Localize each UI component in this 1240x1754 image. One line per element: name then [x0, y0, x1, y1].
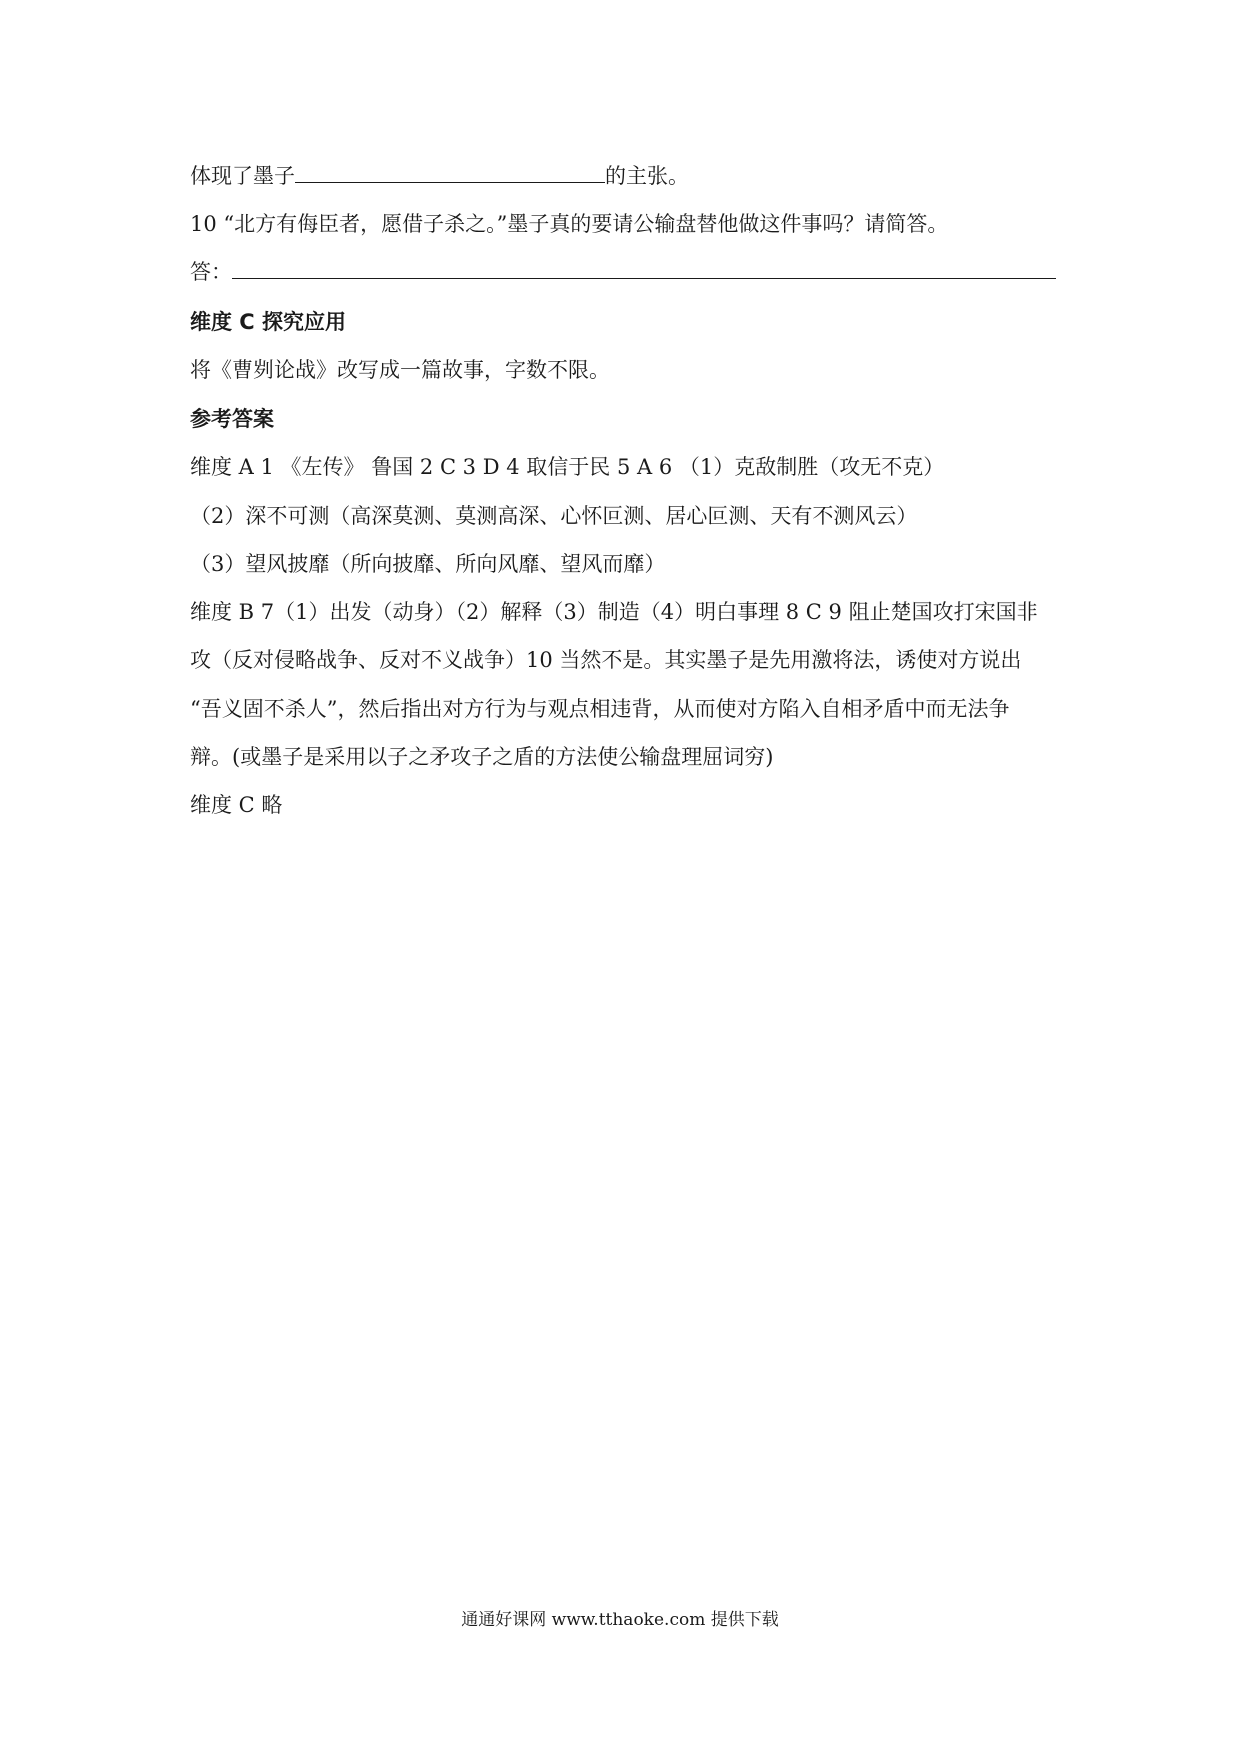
answer-line-6: “吾义固不杀人”，然后指出对方行为与观点相违背，从而使对方陷入自相矛盾中而无法争	[190, 697, 1010, 721]
page-footer: 通通好课网 www.tthaoke.com 提供下载	[461, 1610, 779, 1630]
q10-answer-label: 答：	[190, 260, 232, 284]
q10-question: 10 “北方有侮臣者，愿借子杀之。”墨子真的要请公输盘替他做这件事吗？请简答。	[190, 212, 949, 236]
answer-line-5: 攻（反对侵略战争、反对不义战争）10 当然不是。其实墨子是先用激将法，诱使对方说出	[190, 648, 1022, 672]
q9-prefix: 体现了墨子	[190, 164, 295, 188]
answers-heading: 参考答案	[190, 407, 274, 431]
answer-line-4: 维度 B 7（1）出发（动身）（2）解释（3）制造（4）明白事理 8 C 9 阻止楚国攻打宋国非	[190, 600, 1038, 624]
answer-line-7: 辩。(或墨子是采用以子之矛攻子之盾的方法使公输盘理屈词穷)	[190, 745, 774, 769]
answer-line-1: 维度 A 1 《左传》 鲁国 2 C 3 D 4 取信于民 5 A 6 （1）克敌制胜（攻无不克）	[190, 455, 945, 479]
q9-answer-blank[interactable]	[295, 162, 605, 183]
q9-line	[190, 162, 689, 190]
q10-answer-line	[190, 258, 1056, 286]
answer-line-2: （2）深不可测（高深莫测、莫测高深、心怀叵测、居心叵测、天有不测风云）	[190, 504, 918, 528]
section-c-heading: 维度 C 探究应用	[190, 310, 347, 334]
section-c-task: 将《曹刿论战》改写成一篇故事，字数不限。	[190, 358, 610, 382]
answer-line-3: （3）望风披靡（所向披靡、所向风靡、望风而靡）	[190, 552, 666, 576]
answer-line-8: 维度 C 略	[190, 793, 283, 817]
q9-suffix: 的主张。	[605, 164, 689, 188]
q10-answer-blank[interactable]	[232, 258, 1056, 279]
